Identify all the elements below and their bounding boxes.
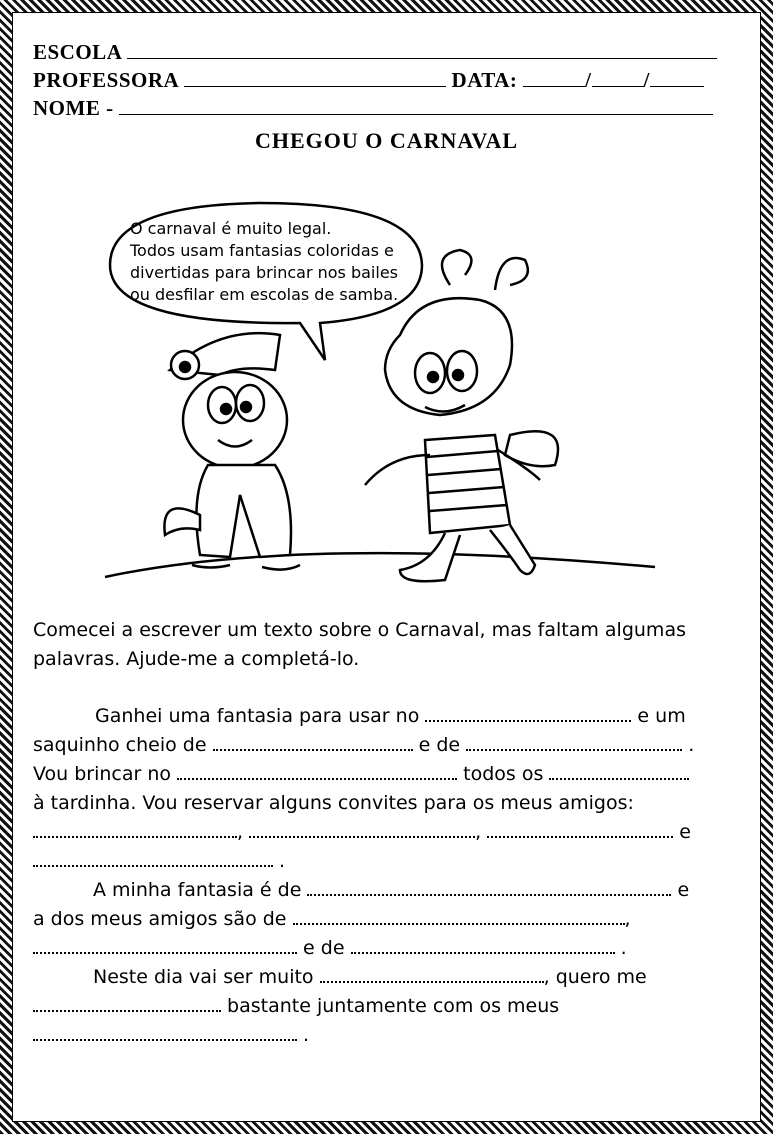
fill-in-text bbox=[33, 702, 733, 1050]
blank[interactable] bbox=[466, 735, 682, 751]
name-label: NOME - bbox=[33, 96, 114, 120]
text-segment: . bbox=[688, 734, 695, 756]
text-line bbox=[33, 847, 733, 876]
text-segment: A minha fantasia é de bbox=[93, 879, 302, 901]
text-segment: todos os bbox=[463, 763, 544, 785]
text-segment: , bbox=[624, 908, 631, 930]
page-title: CHEGOU O CARNAVAL bbox=[254, 128, 519, 153]
instructions-line: palavras. Ajude-me a completá-lo. bbox=[33, 648, 360, 670]
teacher-blank[interactable] bbox=[184, 70, 446, 87]
name-blank[interactable] bbox=[119, 98, 713, 115]
text-segment: e um bbox=[637, 705, 686, 727]
blank[interactable] bbox=[549, 764, 689, 780]
text-segment: , bbox=[237, 821, 244, 843]
blank[interactable] bbox=[33, 822, 237, 838]
blank[interactable] bbox=[249, 822, 475, 838]
text-line bbox=[33, 876, 733, 905]
text-line bbox=[33, 702, 733, 731]
text-segment: e bbox=[677, 879, 690, 901]
text-segment: , quero me bbox=[543, 966, 647, 988]
bubble-line: ou desfilar em escolas de samba. bbox=[130, 285, 399, 304]
blank[interactable] bbox=[487, 822, 673, 838]
text-line bbox=[33, 731, 733, 760]
school-label: ESCOLA bbox=[33, 40, 122, 64]
blank[interactable] bbox=[33, 938, 297, 954]
text-segment: Neste dia vai ser muito bbox=[93, 966, 314, 988]
instructions bbox=[33, 616, 733, 674]
text-line bbox=[33, 934, 733, 963]
blank[interactable] bbox=[351, 938, 615, 954]
text-segment: saquinho cheio de bbox=[33, 734, 207, 756]
text-line bbox=[33, 818, 733, 847]
text-segment: bastante juntamente com os meus bbox=[227, 995, 560, 1017]
bubble-line: Todos usam fantasias coloridas e bbox=[130, 241, 394, 260]
text-segment: e de bbox=[303, 937, 345, 959]
date-separator: / bbox=[643, 68, 650, 92]
text-segment: . bbox=[279, 850, 286, 872]
text-segment: e de bbox=[418, 734, 461, 756]
date-label: DATA: bbox=[451, 68, 518, 92]
speech-bubble bbox=[130, 218, 398, 306]
date-year-blank[interactable] bbox=[650, 70, 704, 87]
text-line bbox=[33, 905, 733, 934]
blank[interactable] bbox=[33, 1025, 297, 1041]
teacher-field bbox=[33, 68, 704, 93]
blank[interactable] bbox=[320, 967, 544, 983]
blank[interactable] bbox=[33, 996, 221, 1012]
blank[interactable] bbox=[307, 880, 671, 896]
text-segment: e bbox=[679, 821, 691, 843]
text-segment: . bbox=[620, 937, 627, 959]
blank[interactable] bbox=[425, 706, 631, 722]
text-line bbox=[33, 1021, 733, 1050]
teacher-label: PROFESSORA bbox=[33, 68, 179, 92]
date-separator: / bbox=[585, 68, 592, 92]
text-segment: Vou brincar no bbox=[33, 763, 172, 785]
text-segment: Ganhei uma fantasia para usar no bbox=[95, 705, 420, 727]
school-field bbox=[33, 40, 717, 65]
text-segment: à tardinha. Vou reservar alguns convites para os meus amigos: bbox=[33, 792, 634, 814]
school-blank[interactable] bbox=[127, 42, 717, 59]
date-month-blank[interactable] bbox=[592, 70, 644, 87]
blank[interactable] bbox=[177, 764, 457, 780]
blank[interactable] bbox=[213, 735, 413, 751]
text-line bbox=[33, 992, 733, 1021]
blank[interactable] bbox=[33, 851, 273, 867]
text-segment: a dos meus amigos são de bbox=[33, 908, 287, 930]
bubble-line: divertidas para brincar nos bailes bbox=[130, 263, 398, 282]
date-day-blank[interactable] bbox=[523, 70, 585, 87]
text-line bbox=[33, 760, 733, 789]
name-field bbox=[33, 96, 713, 121]
bubble-line: O carnaval é muito legal. bbox=[130, 219, 332, 238]
text-segment: , bbox=[475, 821, 482, 843]
instructions-line: Comecei a escrever um texto sobre o Carnaval, mas faltam algumas bbox=[33, 619, 686, 641]
text-segment: . bbox=[303, 1024, 310, 1046]
blank[interactable] bbox=[293, 909, 625, 925]
text-line bbox=[33, 789, 733, 818]
text-line bbox=[33, 963, 733, 992]
